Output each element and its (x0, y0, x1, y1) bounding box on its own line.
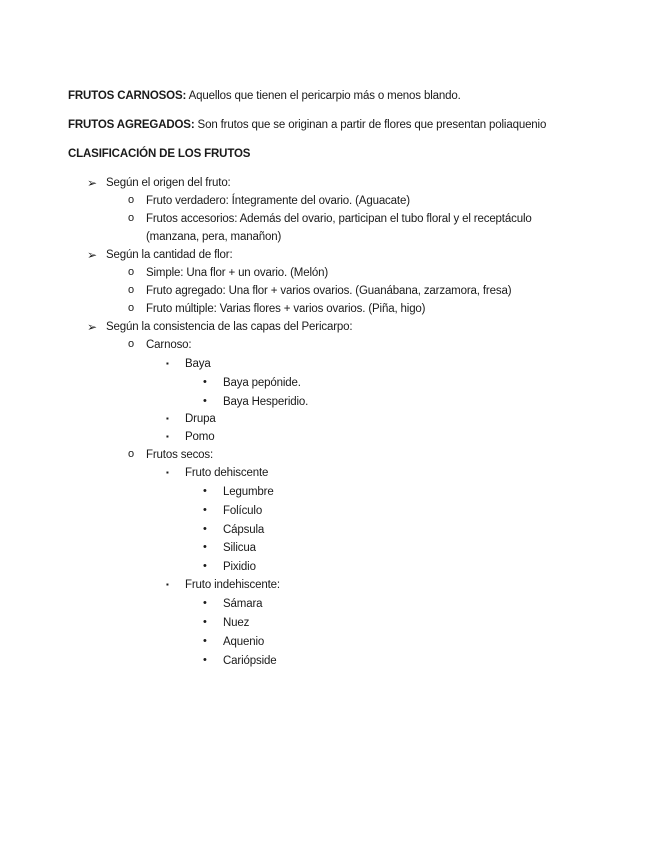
square-bullet-icon: ▪ (166, 468, 169, 477)
circle-bullet-icon: o (128, 302, 135, 314)
dot-bullet-icon: • (203, 597, 207, 609)
dot-bullet-icon: • (203, 654, 207, 666)
dot-bullet-icon: • (203, 523, 207, 535)
outline-legumbre: Legumbre (223, 486, 274, 498)
dot-bullet-icon: • (203, 541, 207, 553)
square-bullet-icon: ▪ (166, 432, 169, 441)
dot-bullet-icon: • (203, 376, 207, 388)
arrow-bullet-icon: ➢ (87, 320, 98, 334)
outline-carnoso: Carnoso: (146, 339, 192, 351)
outline-fruto-verdadero: Fruto verdadero: Íntegramente del ovario. (Aguacate) (146, 195, 410, 207)
outline-frutos-accesorios: Frutos accesorios: Además del ovario, participan el tubo floral y el receptáculo (146, 213, 532, 225)
outline-pomo: Pomo (185, 431, 215, 443)
heading-clasificacion: CLASIFICACIÓN DE LOS FRUTOS (68, 148, 251, 160)
outline-frutos-accesorios-cont: (manzana, pera, manañon) (146, 231, 282, 243)
arrow-bullet-icon: ➢ (87, 176, 98, 190)
outline-silicua: Silicua (223, 542, 256, 554)
paragraph-frutos-agregados (68, 119, 546, 131)
circle-bullet-icon: o (128, 338, 135, 350)
outline-pixidio: Pixidio (223, 561, 256, 573)
outline-cariopside: Cariópside (223, 655, 277, 667)
circle-bullet-icon: o (128, 448, 135, 460)
dot-bullet-icon: • (203, 504, 207, 516)
outline-drupa: Drupa (185, 413, 216, 425)
outline-fruto-agregado: Fruto agregado: Una flor + varios ovarios. (Guanábana, zarzamora, fresa) (146, 285, 512, 297)
outline-fruto-indehiscente: Fruto indehiscente: (185, 579, 280, 591)
dot-bullet-icon: • (203, 616, 207, 628)
square-bullet-icon: ▪ (166, 359, 169, 368)
text-frutos-agregados: Son frutos que se originan a partir de flores que presentan poliaquenio (194, 119, 547, 131)
circle-bullet-icon: o (128, 194, 135, 206)
paragraph-frutos-carnosos (68, 90, 461, 102)
outline-baya: Baya (185, 358, 211, 370)
outline-nuez: Nuez (223, 617, 250, 629)
outline-capsula: Cápsula (223, 524, 265, 536)
outline-baya-peponide: Baya pepónide. (223, 377, 301, 389)
outline-consistencia-label: Según la consistencia de las capas del Pericarpo: (106, 321, 353, 333)
circle-bullet-icon: o (128, 284, 135, 296)
dot-bullet-icon: • (203, 635, 207, 647)
outline-cantidad-label: Según la cantidad de flor: (106, 249, 233, 261)
dot-bullet-icon: • (203, 395, 207, 407)
label-frutos-agregados: FRUTOS AGREGADOS: (68, 119, 195, 131)
outline-origen-label: Según el origen del fruto: (106, 177, 231, 189)
outline-simple: Simple: Una flor + un ovario. (Melón) (146, 267, 329, 279)
outline-fruto-multiple: Fruto múltiple: Varias flores + varios ovarios. (Piña, higo) (146, 303, 426, 315)
square-bullet-icon: ▪ (166, 580, 169, 589)
dot-bullet-icon: • (203, 485, 207, 497)
outline-frutos-secos: Frutos secos: (146, 449, 214, 461)
outline-aquenio: Aquenio (223, 636, 265, 648)
circle-bullet-icon: o (128, 266, 135, 278)
square-bullet-icon: ▪ (166, 414, 169, 423)
dot-bullet-icon: • (203, 560, 207, 572)
outline-fruto-dehiscente: Fruto dehiscente (185, 467, 269, 479)
circle-bullet-icon: o (128, 212, 135, 224)
arrow-bullet-icon: ➢ (87, 248, 98, 262)
outline-samara: Sámara (223, 598, 263, 610)
outline-foliculo: Folículo (223, 505, 263, 517)
label-frutos-carnosos: FRUTOS CARNOSOS: (68, 90, 187, 102)
outline-baya-hesperidio: Baya Hesperidio. (223, 396, 309, 408)
text-frutos-carnosos: Aquellos que tienen el pericarpio más o menos blando. (186, 90, 461, 102)
